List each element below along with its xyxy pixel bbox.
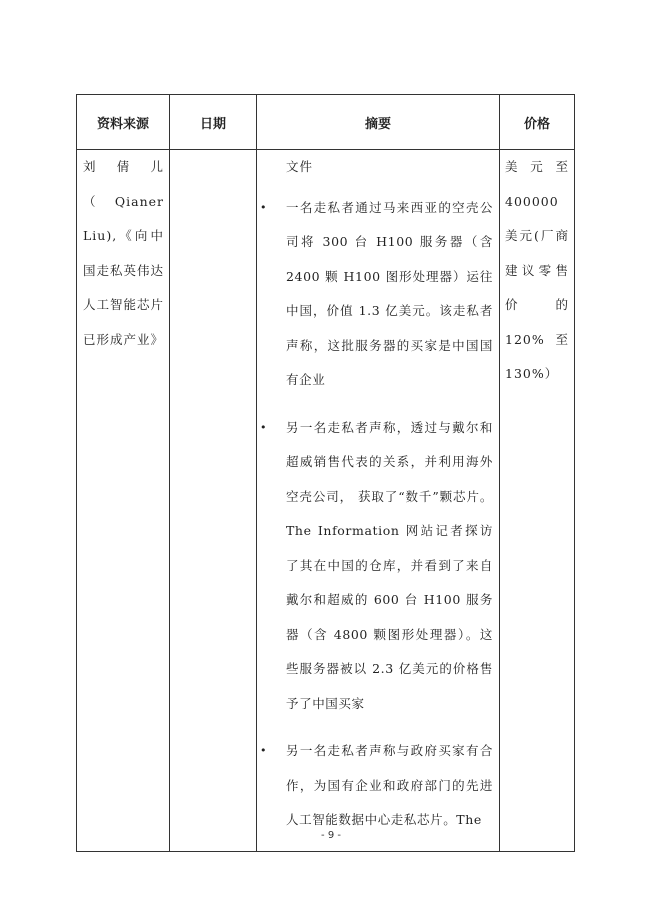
header-price: 价格 (500, 95, 575, 150)
header-row (77, 95, 575, 150)
table-row (77, 150, 575, 852)
summary-cell (257, 150, 500, 852)
price-text: 美元至400000 美元(厂商建议零售价的 120%至130%） (505, 159, 569, 381)
source-text: 刘 倩 儿（Qianer Liu),《向中国走私英伟达人工智能芯片已形成产业》 (83, 159, 165, 347)
summary-intro: 文件 (286, 159, 314, 174)
bullet-item: • 另一名走私者声称，透过与戴尔和超威销售代表的关系，并利用海外空壳公司， 获取了“数千”颗芯片。The Information 网站记者探访了其在中国的仓库，并看到了来自戴尔和超威的 600 台 H100 服务器（含 4800 颗图形处理器）。这些服务器被以 2.3 亿美元的价格售予了中国买家 (286, 411, 493, 722)
sources-table (76, 94, 575, 852)
header-source: 资料来源 (77, 95, 170, 150)
bullet-item: • 另一名走私者声称与政府买家有合作，为国有企业和政府部门的先进人工智能数据中心走私芯片。The (286, 734, 493, 838)
page-number: - 9 - (321, 830, 341, 841)
price-cell (500, 150, 575, 852)
summary-bullets (286, 191, 493, 838)
date-cell (170, 150, 257, 852)
header-date: 日期 (170, 95, 257, 150)
bullet-item: • 一名走私者通过马来西亚的空壳公司将 300 台 H100 服务器（含 2400 颗 H100 图形处理器）运往中国，价值 1.3 亿美元。该走私者声称，这批服务器的买家是中国国有企业 (286, 191, 493, 398)
header-summary: 摘要 (257, 95, 500, 150)
source-cell (77, 150, 170, 852)
